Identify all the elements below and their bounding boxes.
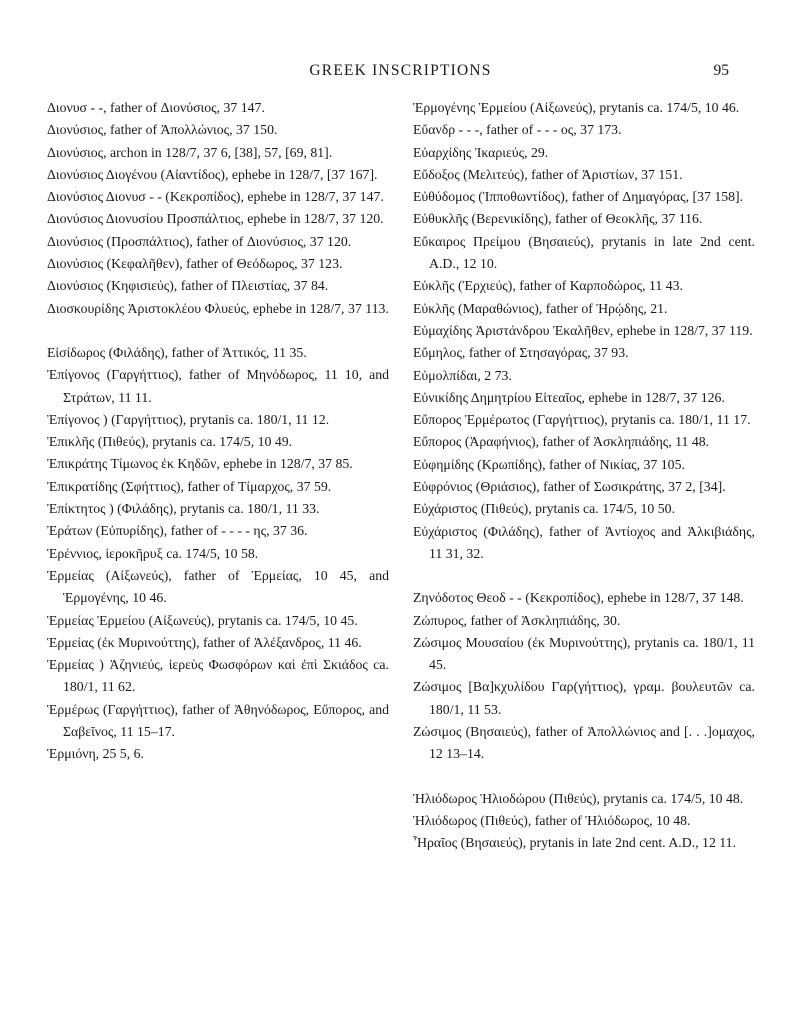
index-entry: Εὔπορος (Ἀραφήνιος), father of Ἀσκληπιάδης, 11 48. (413, 434, 710, 450)
index-entry: Ἐπικλῆς (Πιθεύς), prytanis ca. 174/5, 10 49. (47, 434, 293, 450)
index-entry: Εὐθυκλῆς (Βερενικίδης), father of Θεοκλῆς, 37 116. (413, 211, 703, 227)
index-entry: Διοσκουρίδης Ἀριστοκλέου Φλυεύς, ephebe in 128/7, 37 113. (47, 300, 389, 316)
index-entry: Διονύσιος Διονυσίου Προσπάλτιος, ephebe in 128/7, 37 120. (47, 211, 384, 227)
index-entry: Ἑρμείας (Αἰξωνεύς), father of Ἑρμείας, 10 45, and Ἑρμογένης, 10 46. (47, 567, 389, 606)
index-entry: Εὔμηλος, father of Στησαγόρας, 37 93. (413, 345, 629, 361)
index-entry: Ζώσιμος (Βησαιεύς), father of Ἀπολλώνιος and [. . .]ομαχος, 12 13–14. (413, 724, 755, 762)
index-entry: Εὐαρχίδης Ἰκαριεύς, 29. (413, 144, 549, 160)
index-column-left (47, 97, 389, 766)
index-entry: Διονύσιος, father of Ἀπολλώνιος, 37 150. (47, 122, 278, 138)
index-entry: Εὐφημίδης (Κρωπίδης), father of Νικίας, 37 105. (413, 456, 685, 472)
index-entry: Ζώσιμος [Βα]κχυλίδου Γαρ(γήττιος), γραμ. βουλευτῶν ca. 180/1, 11 53. (413, 679, 755, 717)
index-entry: Εὐχάριστος (Πιθεύς), prytanis ca. 174/5, 10 50. (413, 501, 676, 517)
index-entry: Διονύσιος Διογένου (Αἰαντίδος), ephebe in 128/7, [37 167]. (47, 166, 378, 182)
section-gap (47, 320, 389, 342)
index-entry: Εὔδοξος (Μελιτεύς), father of Ἀριστίων, 37 151. (413, 166, 683, 182)
index-entry: Εὔπορος Ἑρμέρωτος (Γαργήττιος), prytanis ca. 180/1, 11 17. (413, 412, 751, 428)
index-entry: Εἰσίδωρος (Φιλάδης), father of Ἀττικός, 11 35. (47, 344, 307, 360)
index-entry: Ἧραῖος (Βησαιεύς), prytanis in late 2nd cent. A.D., 12 11. (413, 835, 737, 851)
index-entry: Διονύσιος Διονυσ - - (Κεκροπίδος), ephebe in 128/7, 37 147. (47, 189, 384, 205)
index-entry: Εὐθύδομος (Ἱπποθωντίδος), father of Δημαγόρας, [37 158]. (413, 189, 744, 205)
index-entry: Ἡλιόδωρος (Πιθεύς), father of Ἡλιόδωρος, 10 48. (413, 812, 691, 828)
index-entry: Εὐμολπίδαι, 2 73. (413, 367, 512, 383)
index-entry: Διονυσ - -, father of Διονύσιος, 37 147. (47, 100, 265, 115)
page-number: 95 (713, 62, 729, 79)
index-entry: Ζώσιμος Μουσαίου (ἐκ Μυρινούττης), prytanis ca. 180/1, 11 45. (413, 634, 755, 673)
index-entry: Ἑρμέρως (Γαργήττιος), father of Ἀθηνόδωρος, Εὔπορος, and Σαβεῖνος, 11 15–17. (47, 701, 389, 740)
index-entry: Ἑρέννιος, ἱεροκῆρυξ ca. 174/5, 10 58. (47, 545, 259, 561)
index-entry: Ἐπικράτης Τίμωνος ἐκ Κηδῶν, ephebe in 128/7, 37 85. (47, 456, 353, 472)
index-entry: Διονύσιος (Προσπάλτιος), father of Διονύσιος, 37 120. (47, 233, 352, 249)
index-entry: Ἐράτων (Εὐπυρίδης), father of - - - - ης, 37 36. (47, 523, 308, 539)
index-entry: Ἑρμιόνη, 25 5, 6. (47, 746, 144, 762)
index-entry: Εὐκλῆς (Ἐρχιεύς), father of Καρποδώρος, 11 43. (413, 278, 683, 294)
index-entry: Ἐπίγονος ) (Γαργήττιος), prytanis ca. 180/1, 11 12. (47, 411, 330, 427)
index-entry: Ἑρμογένης Ἑρμείου (Αἰξωνεύς), prytanis ca. 174/5, 10 46. (413, 100, 740, 115)
index-entry: Εὐμαχίδης Ἀριστάνδρου Ἐκαλῆθεν, ephebe in 128/7, 37 119. (413, 322, 753, 338)
index-entry: Εὔκαιρος Πρείμου (Βησαιεύς), prytanis in late 2nd cent. A.D., 12 10. (413, 233, 755, 272)
index-entry: Διονύσιος, archon in 128/7, 37 6, [38], 57, [69, 81]. (47, 144, 333, 160)
index-entry: Εὐχάριστος (Φιλάδης), father of Ἀντίοχος and Ἀλκιβιάδης, 11 31, 32. (413, 523, 755, 561)
index-entry: Εὐφρόνιος (Θριάσιος), father of Σωσικράτης, 37 2, [34]. (413, 479, 726, 495)
index-entry: Διονύσιος (Κηφισιεύς), father of Πλειστίας, 37 84. (47, 278, 329, 294)
section-gap (413, 766, 755, 788)
index-entry: Ἐπίκτητος ) (Φιλάδης), prytanis ca. 180/1, 11 33. (47, 501, 320, 517)
index-column-right (413, 97, 755, 855)
index-entry: Ἑρμείας ) Ἀζηνιεύς, ἱερεὺς Φωσφόρων καὶ ἐπὶ Σκιάδος ca. 180/1, 11 62. (47, 657, 389, 695)
running-title: GREEK INSCRIPTIONS (309, 62, 492, 79)
index-entry: Διονύσιος (Κεφαλῆθεν), father of Θεόδωρος, 37 123. (47, 256, 343, 272)
index-entry: Εὐκλῆς (Μαραθώνιος), father of Ἡρῴδης, 21. (413, 300, 668, 316)
index-entry: Ἡλιόδωρος Ἡλιοδώρου (Πιθεύς), prytanis ca. 174/5, 10 48. (413, 790, 744, 806)
index-entry: Εὔανδρ - - -, father of - - - ος, 37 173. (413, 122, 622, 138)
page-header (0, 62, 801, 84)
index-entry: Ἐπικρατίδης (Σφήττιος), father of Τίμαρχος, 37 59. (47, 478, 332, 494)
section-gap (413, 565, 755, 587)
index-entry: Ζώπυρος, father of Ἀσκληπιάδης, 30. (413, 612, 621, 628)
index-entry: Ἐπίγονος (Γαργήττιος), father of Μηνόδωρος, 11 10, and Στράτων, 11 11. (47, 367, 389, 405)
index-entry: Ζηνόδοτος Θεοδ - - (Κεκροπίδος), ephebe in 128/7, 37 148. (413, 590, 744, 606)
index-entry: Ἑρμείας Ἑρμείου (Αἰξωνεύς), prytanis ca. 174/5, 10 45. (47, 612, 358, 628)
index-entry: Εὐνικίδης Δημητρίου Εἰτεαῖος, ephebe in 128/7, 37 126. (413, 389, 725, 405)
index-entry: Ἑρμείας (ἐκ Μυρινούττης), father of Ἀλέξανδρος, 11 46. (47, 634, 362, 650)
